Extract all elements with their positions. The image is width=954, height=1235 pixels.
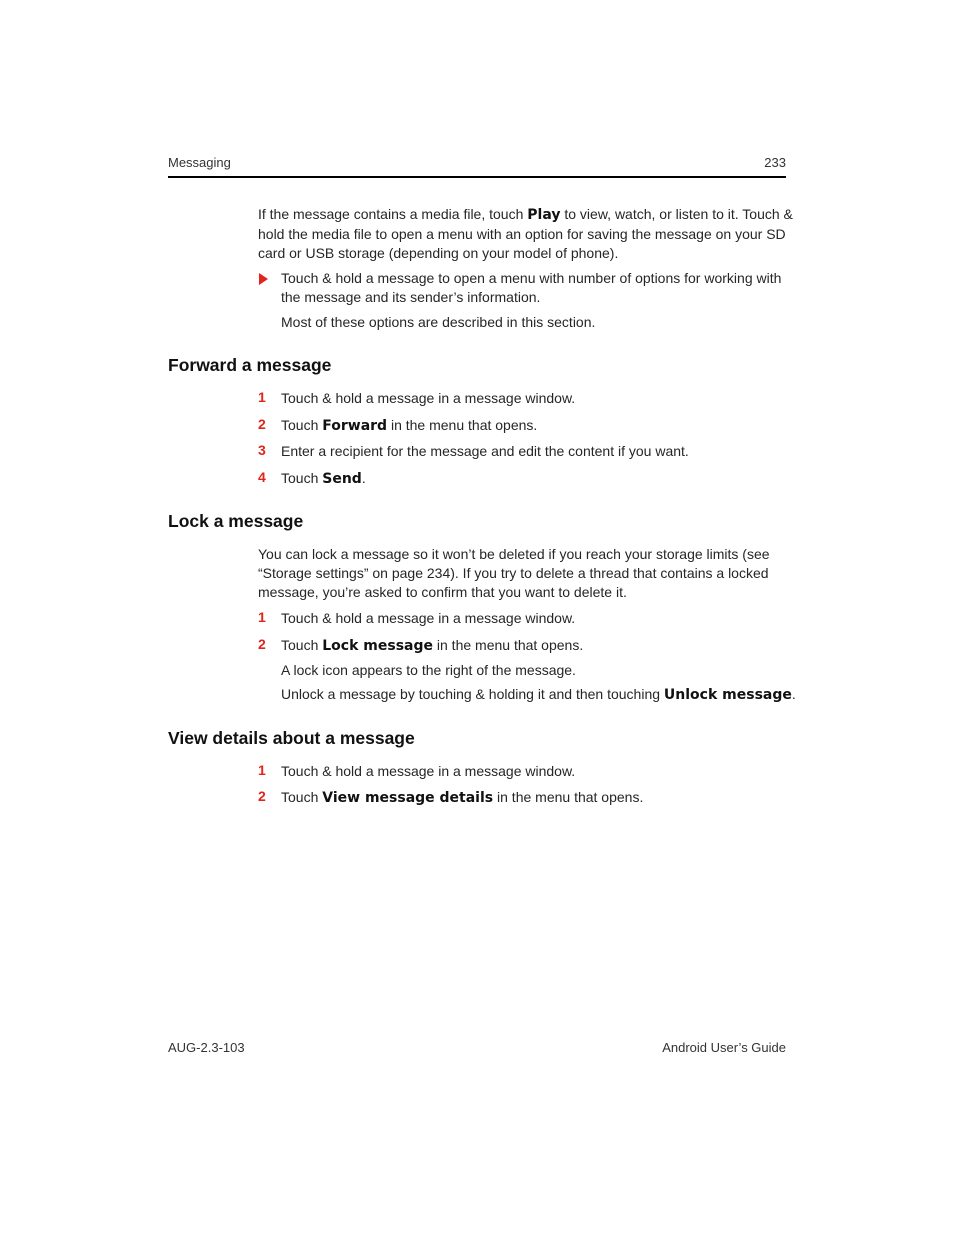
- unlock-message-term: Unlock message: [663, 687, 792, 703]
- intro-line-1: If the message contains a media file, touch Play to view, watch, or listen to it. Touch &: [258, 206, 793, 223]
- play-term: Play: [527, 207, 561, 223]
- footer-guide-title: Android User’s Guide: [662, 1040, 786, 1055]
- step-number: 2: [258, 788, 266, 804]
- heading-view-details: View details about a message: [168, 728, 415, 748]
- step-text: Touch View message details in the menu that opens.: [281, 789, 644, 806]
- step-number: 1: [258, 762, 266, 778]
- step-number: 2: [258, 416, 266, 432]
- lock-paragraph: You can lock a message so it won’t be deleted if you reach your storage limits (see “Storage settings” on page 234). If you try to delete a thread that contains a locked message, you’re asked to confirm that you want to delete it.: [258, 546, 770, 600]
- heading-lock-a-message: Lock a message: [168, 511, 304, 531]
- bullet-item: Touch & hold a message to open a menu with number of options for working with the message and its sender’s information.: [281, 270, 782, 305]
- step-number: 2: [258, 636, 266, 652]
- step-text: Touch & hold a message in a message window.: [281, 763, 576, 779]
- header-rule: [168, 176, 786, 178]
- bullet-note: Most of these options are described in this section.: [281, 314, 596, 330]
- footer-doc-id: AUG-2.3-103: [168, 1040, 245, 1055]
- send-term: Send: [322, 471, 362, 487]
- lock-message-term: Lock message: [322, 638, 433, 654]
- intro-line-3: card or USB storage (depending on your model of phone).: [258, 245, 619, 261]
- step-text: Touch Send.: [281, 470, 366, 487]
- unlock-note: Unlock a message by touching & holding it and then touching Unlock message.: [281, 686, 796, 703]
- step-text: Touch Forward in the menu that opens.: [281, 417, 538, 434]
- step-number: 4: [258, 469, 266, 485]
- step-number: 3: [258, 442, 266, 458]
- heading-forward-a-message: Forward a message: [168, 355, 332, 375]
- view-message-details-term: View message details: [322, 790, 494, 806]
- step-text: Touch & hold a message in a message window.: [281, 390, 576, 406]
- step-number: 1: [258, 609, 266, 625]
- page-number: 233: [764, 155, 786, 170]
- lock-note: A lock icon appears to the right of the message.: [281, 662, 576, 678]
- intro-paragraph: [258, 205, 793, 263]
- step-text: Touch Lock message in the menu that opens.: [281, 637, 584, 654]
- step-text: Touch & hold a message in a message window.: [281, 610, 576, 626]
- step-text: Enter a recipient for the message and edit the content if you want.: [281, 443, 689, 459]
- intro-line-2: hold the media file to open a menu with an option for saving the message on your SD: [258, 226, 786, 242]
- step-number: 1: [258, 389, 266, 405]
- bullet-arrow-icon: [259, 273, 268, 285]
- running-header-section: Messaging: [168, 155, 231, 170]
- forward-term: Forward: [322, 418, 388, 434]
